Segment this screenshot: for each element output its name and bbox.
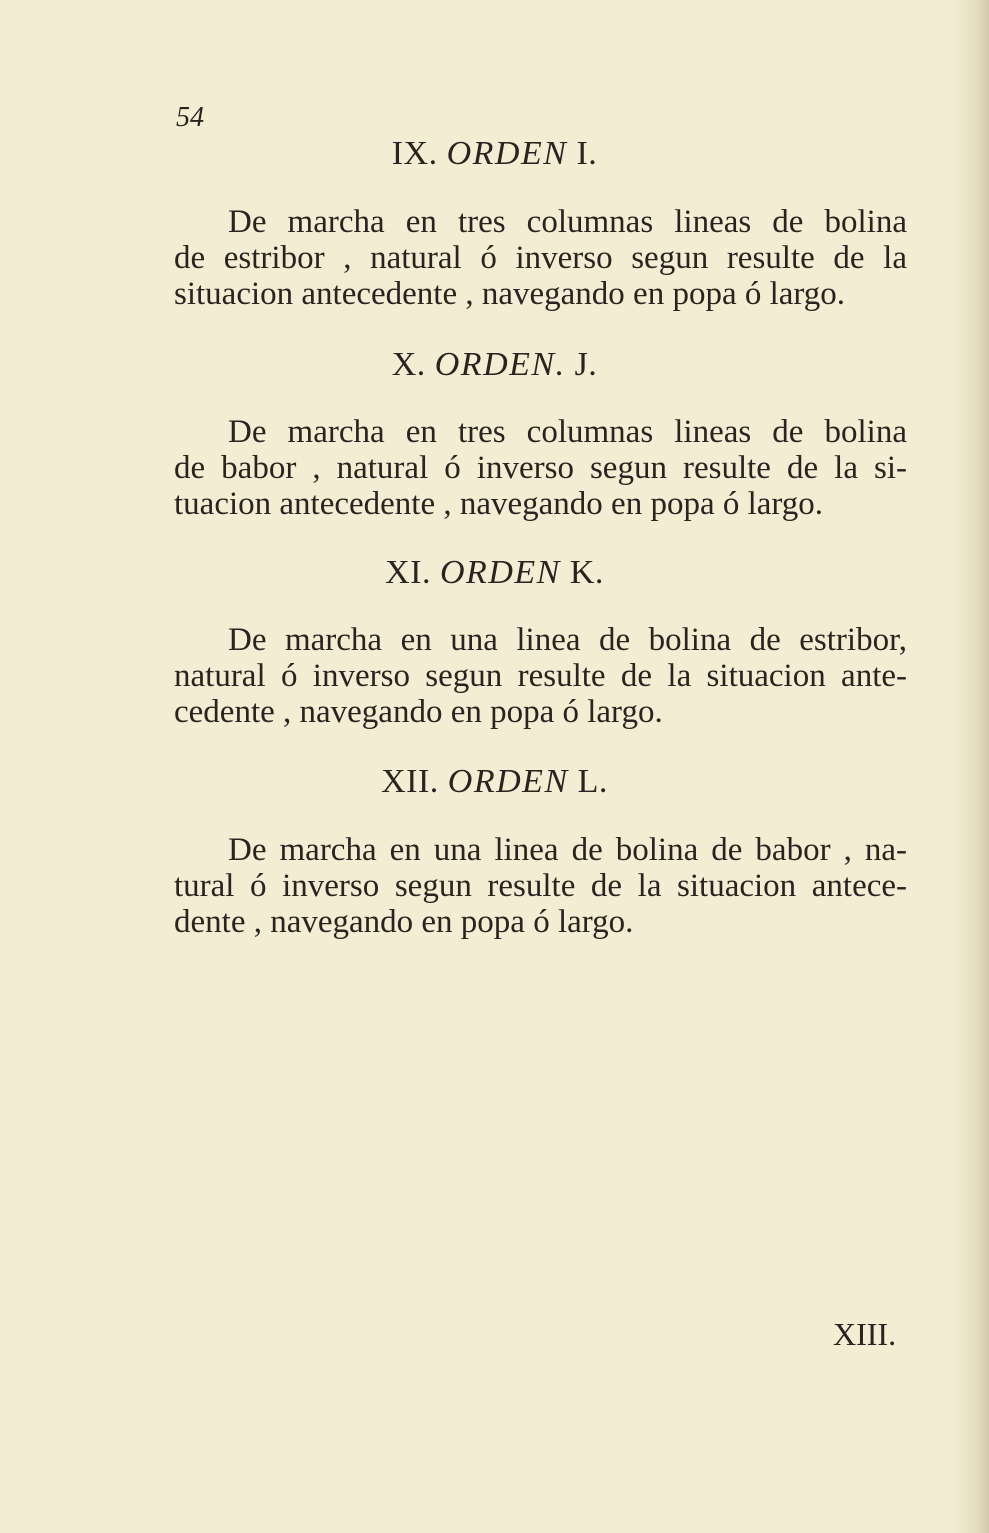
paragraph-x [174,414,907,522]
heading-word: ORDEN. [434,346,566,383]
heading-letter: K. [569,554,604,591]
heading-word: ORDEN [440,554,561,591]
paragraph-line: De marcha en tres columnas lineas de bolina [228,204,907,240]
heading-number: XI. [385,554,431,591]
paragraph-line: natural ó inverso segun resulte de la situacion ante- [174,658,907,694]
heading-letter: J. [574,346,598,383]
paragraph-line: de babor , natural ó inverso segun resulte de la si- [174,450,907,486]
section-heading-ix [0,137,989,171]
paragraph-ix [174,204,907,312]
heading-word: ORDEN [447,763,569,800]
paragraph-line: de estribor , natural ó inverso segun resulte de la [174,240,907,276]
heading-word: ORDEN [446,135,568,172]
heading-letter: I. [576,135,598,172]
paragraph-line: De marcha en tres columnas lineas de bolina [228,414,907,450]
paragraph-line: situacion antecedente , navegando en popa ó largo. [174,276,846,312]
paragraph-line: De marcha en una linea de bolina de estribor, [228,622,907,658]
paragraph-line: cedente , navegando en popa ó largo. [174,694,663,730]
page-number: 54 [176,102,204,133]
section-heading-xi [0,556,989,590]
heading-letter: L. [577,763,608,800]
section-heading-xii [0,765,989,799]
paragraph-line: tural ó inverso segun resulte de la situacion antece- [174,868,907,904]
catchword: XIII. [833,1316,897,1352]
paragraph-line: dente , navegando en popa ó largo. [174,904,634,940]
section-heading-x [0,348,989,382]
paragraph-xii [174,832,907,940]
heading-number: IX. [391,135,438,172]
paragraph-xi [174,622,907,730]
paragraph-line: De marcha en una linea de bolina de babor , na- [228,832,907,868]
heading-number: XII. [381,763,439,800]
heading-number: X. [391,346,426,383]
paragraph-line: tuacion antecedente , navegando en popa ó largo. [174,486,824,522]
